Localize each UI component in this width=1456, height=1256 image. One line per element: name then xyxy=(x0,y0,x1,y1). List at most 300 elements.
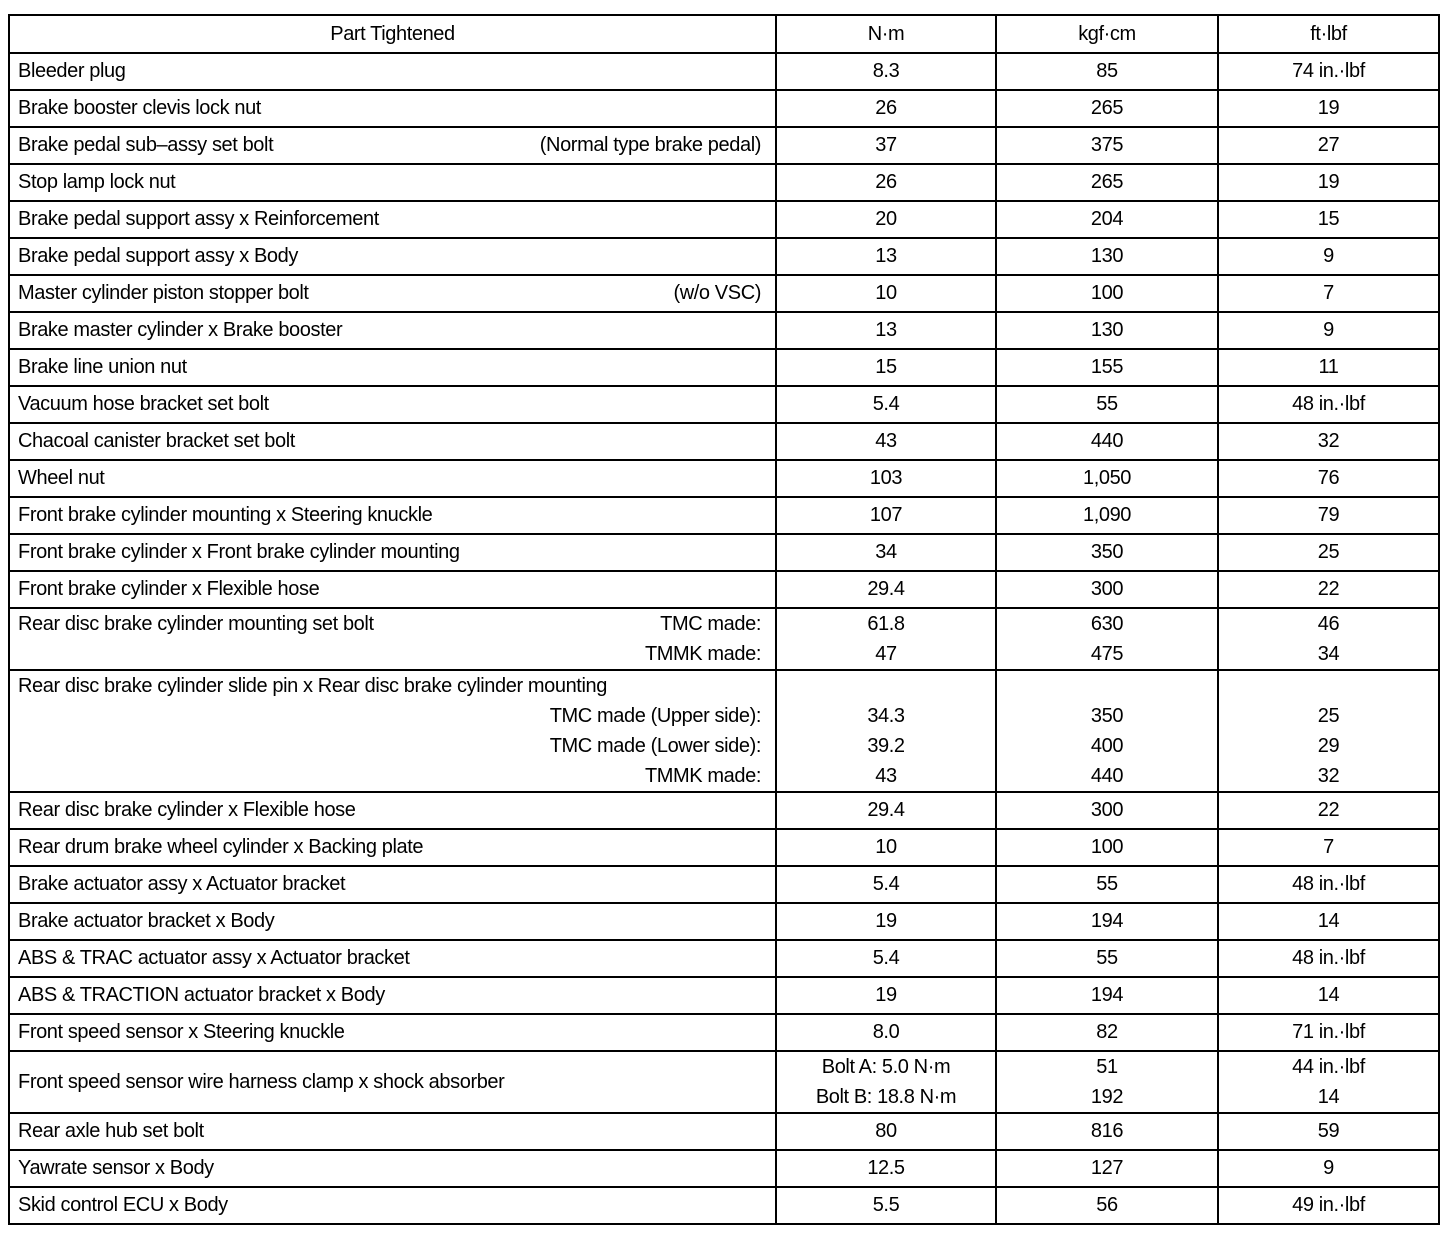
value: 22 xyxy=(1317,578,1340,600)
table-row xyxy=(9,497,1439,534)
ft-lbf-cell xyxy=(1218,164,1439,201)
ft-lbf-cell xyxy=(1218,1014,1439,1051)
part-cell xyxy=(9,238,776,275)
table-row xyxy=(9,164,1439,201)
value: 14 xyxy=(1317,1086,1340,1108)
nm-cell xyxy=(776,940,996,977)
part-lines xyxy=(18,424,761,459)
part-name: Rear disc brake cylinder slide pin x Rear disc brake cylinder mounting xyxy=(18,675,607,697)
kgf-cm-cell xyxy=(996,608,1218,670)
table-row xyxy=(9,866,1439,903)
kgf-cm-cell xyxy=(996,1051,1218,1113)
part-cell xyxy=(9,608,776,670)
condition-label: TMC made (Upper side): xyxy=(549,705,761,727)
value: 47 xyxy=(875,643,897,665)
value: 80 xyxy=(875,1120,897,1142)
part-lines xyxy=(18,313,761,348)
part-line xyxy=(18,793,761,828)
part-line xyxy=(18,904,761,939)
table-row xyxy=(9,238,1439,275)
condition-label: (Normal type brake pedal) xyxy=(539,134,761,156)
table-row xyxy=(9,1051,1439,1113)
value: 400 xyxy=(1090,735,1124,757)
nm-cell xyxy=(776,903,996,940)
part-lines xyxy=(18,1067,761,1097)
ft-lbf-cell xyxy=(1218,1187,1439,1224)
value: 44 in.·lbf xyxy=(1292,1056,1365,1078)
part-name: Brake line union nut xyxy=(18,356,187,378)
value: 48 in.·lbf xyxy=(1292,873,1365,895)
part-cell xyxy=(9,571,776,608)
table-row xyxy=(9,90,1439,127)
part-cell xyxy=(9,53,776,90)
part-line xyxy=(18,276,761,311)
ft-lbf-cell xyxy=(1218,497,1439,534)
part-cell xyxy=(9,497,776,534)
table-row xyxy=(9,460,1439,497)
ft-lbf-cell xyxy=(1218,1113,1439,1150)
nm-cell xyxy=(776,1150,996,1187)
part-line xyxy=(18,609,761,639)
table-row xyxy=(9,903,1439,940)
ft-lbf-cell xyxy=(1218,423,1439,460)
ft-lbf-cell xyxy=(1218,866,1439,903)
value: 19 xyxy=(1317,171,1340,193)
part-line xyxy=(18,424,761,459)
ft-lbf-cell xyxy=(1218,1051,1439,1113)
value: 71 in.·lbf xyxy=(1292,1021,1365,1043)
ft-lbf-cell xyxy=(1218,534,1439,571)
value: 440 xyxy=(1090,430,1124,452)
value: 82 xyxy=(1096,1021,1118,1043)
part-lines xyxy=(18,904,761,939)
part-name: Brake master cylinder x Brake booster xyxy=(18,319,343,341)
part-name: Yawrate sensor x Body xyxy=(18,1157,214,1179)
header-nm: N·m xyxy=(776,15,996,53)
kgf-cm-cell xyxy=(996,127,1218,164)
kgf-cm-cell xyxy=(996,90,1218,127)
value: 19 xyxy=(875,984,897,1006)
part-cell xyxy=(9,275,776,312)
ft-lbf-cell xyxy=(1218,792,1439,829)
nm-cell xyxy=(776,497,996,534)
part-line xyxy=(18,1067,761,1097)
part-line xyxy=(18,761,761,791)
kgf-cm-cell xyxy=(996,903,1218,940)
part-name: Brake actuator bracket x Body xyxy=(18,910,275,932)
part-cell xyxy=(9,460,776,497)
table-row xyxy=(9,1113,1439,1150)
table-row xyxy=(9,275,1439,312)
part-line xyxy=(18,202,761,237)
blank-line xyxy=(1219,671,1438,701)
value: 107 xyxy=(869,504,903,526)
table-row xyxy=(9,1150,1439,1187)
part-lines xyxy=(18,671,761,791)
part-cell xyxy=(9,349,776,386)
kgf-cm-cell xyxy=(996,1187,1218,1224)
table-row xyxy=(9,670,1439,792)
value: 155 xyxy=(1090,356,1124,378)
nm-cell xyxy=(776,127,996,164)
kgf-cm-cell xyxy=(996,201,1218,238)
part-cell xyxy=(9,534,776,571)
part-lines xyxy=(18,91,761,126)
value: 100 xyxy=(1090,282,1124,304)
value: Bolt B: 18.8 N·m xyxy=(815,1086,957,1108)
value: 15 xyxy=(1317,208,1340,230)
ft-lbf-cell xyxy=(1218,1150,1439,1187)
value: 79 xyxy=(1317,504,1340,526)
part-line xyxy=(18,731,761,761)
nm-cell xyxy=(776,238,996,275)
kgf-cm-cell xyxy=(996,977,1218,1014)
part-line xyxy=(18,1015,761,1050)
nm-cell xyxy=(776,670,996,792)
value: 19 xyxy=(875,910,897,932)
value: 265 xyxy=(1090,97,1124,119)
value: 7 xyxy=(1323,282,1334,304)
value: 14 xyxy=(1317,984,1340,1006)
part-line xyxy=(18,239,761,274)
kgf-cm-cell xyxy=(996,275,1218,312)
part-line xyxy=(18,1188,761,1223)
part-name: Skid control ECU x Body xyxy=(18,1194,228,1216)
value: 29.4 xyxy=(867,799,905,821)
part-name: Stop lamp lock nut xyxy=(18,171,176,193)
part-lines xyxy=(18,276,761,311)
value: 194 xyxy=(1090,984,1124,1006)
table-row xyxy=(9,349,1439,386)
part-cell xyxy=(9,1113,776,1150)
part-cell xyxy=(9,903,776,940)
part-name: Rear disc brake cylinder mounting set bolt xyxy=(18,613,374,635)
part-lines xyxy=(18,978,761,1013)
kgf-cm-cell xyxy=(996,534,1218,571)
value: 14 xyxy=(1317,910,1340,932)
nm-cell xyxy=(776,164,996,201)
value: 34 xyxy=(1317,643,1340,665)
value: 130 xyxy=(1090,245,1124,267)
value: 46 xyxy=(1317,613,1340,635)
value: 194 xyxy=(1090,910,1124,932)
value: 22 xyxy=(1317,799,1340,821)
nm-cell xyxy=(776,201,996,238)
part-cell xyxy=(9,977,776,1014)
part-name: Brake booster clevis lock nut xyxy=(18,97,261,119)
nm-cell xyxy=(776,829,996,866)
value: 74 in.·lbf xyxy=(1292,60,1365,82)
nm-cell xyxy=(776,1014,996,1051)
value: 56 xyxy=(1096,1194,1118,1216)
part-line xyxy=(18,128,761,163)
part-lines xyxy=(18,1015,761,1050)
value: 51 xyxy=(1096,1056,1118,1078)
value: 48 in.·lbf xyxy=(1292,947,1365,969)
part-line xyxy=(18,387,761,422)
value: 15 xyxy=(875,356,897,378)
value: 8.0 xyxy=(872,1021,900,1043)
part-name: Front brake cylinder x Front brake cylinder mounting xyxy=(18,541,460,563)
part-lines xyxy=(18,54,761,89)
part-lines xyxy=(18,165,761,200)
value: 32 xyxy=(1317,430,1340,452)
value: 816 xyxy=(1090,1120,1124,1142)
ft-lbf-cell xyxy=(1218,977,1439,1014)
value: 5.5 xyxy=(872,1194,900,1216)
value: 55 xyxy=(1096,947,1118,969)
kgf-cm-cell xyxy=(996,164,1218,201)
value: 43 xyxy=(875,430,897,452)
value: 34.3 xyxy=(867,705,905,727)
part-name: Chacoal canister bracket set bolt xyxy=(18,430,295,452)
value: 350 xyxy=(1090,705,1124,727)
ft-lbf-cell xyxy=(1218,349,1439,386)
ft-lbf-cell xyxy=(1218,903,1439,940)
part-cell xyxy=(9,423,776,460)
part-name: Front brake cylinder x Flexible hose xyxy=(18,578,320,600)
ft-lbf-cell xyxy=(1218,90,1439,127)
part-name: Brake pedal support assy x Body xyxy=(18,245,298,267)
value: 61.8 xyxy=(867,613,905,635)
part-line xyxy=(18,978,761,1013)
ft-lbf-cell xyxy=(1218,460,1439,497)
value: 25 xyxy=(1317,541,1340,563)
table-row xyxy=(9,534,1439,571)
kgf-cm-cell xyxy=(996,571,1218,608)
value: 59 xyxy=(1317,1120,1340,1142)
torque-spec-table xyxy=(8,14,1440,1225)
part-lines xyxy=(18,793,761,828)
kgf-cm-cell xyxy=(996,1113,1218,1150)
value: 8.3 xyxy=(872,60,900,82)
value: 39.2 xyxy=(867,735,905,757)
part-line xyxy=(18,313,761,348)
part-cell xyxy=(9,1150,776,1187)
value: 350 xyxy=(1090,541,1124,563)
value: 1,090 xyxy=(1082,504,1132,526)
nm-cell xyxy=(776,571,996,608)
table-row xyxy=(9,201,1439,238)
part-name: Rear axle hub set bolt xyxy=(18,1120,204,1142)
value: 204 xyxy=(1090,208,1124,230)
value: 29 xyxy=(1317,735,1340,757)
part-line xyxy=(18,701,761,731)
part-lines xyxy=(18,1188,761,1223)
value: 13 xyxy=(875,319,897,341)
nm-cell xyxy=(776,1187,996,1224)
part-lines xyxy=(18,461,761,496)
nm-cell xyxy=(776,792,996,829)
part-cell xyxy=(9,1187,776,1224)
nm-cell xyxy=(776,349,996,386)
part-line xyxy=(18,461,761,496)
condition-label: TMMK made: xyxy=(644,765,761,787)
value: 26 xyxy=(875,171,897,193)
part-cell xyxy=(9,164,776,201)
part-line xyxy=(18,867,761,902)
value: 130 xyxy=(1090,319,1124,341)
part-line xyxy=(18,1114,761,1149)
kgf-cm-cell xyxy=(996,497,1218,534)
nm-cell xyxy=(776,312,996,349)
table-row xyxy=(9,127,1439,164)
kgf-cm-cell xyxy=(996,238,1218,275)
table-row xyxy=(9,792,1439,829)
part-cell xyxy=(9,940,776,977)
ft-lbf-cell xyxy=(1218,940,1439,977)
value: 9 xyxy=(1323,319,1334,341)
value: 375 xyxy=(1090,134,1124,156)
table-row xyxy=(9,571,1439,608)
value: 27 xyxy=(1317,134,1340,156)
condition-label: TMC made: xyxy=(660,613,761,635)
part-lines xyxy=(18,941,761,976)
part-lines xyxy=(18,535,761,570)
value: Bolt A: 5.0 N·m xyxy=(821,1056,951,1078)
header-ft-lbf: ft·lbf xyxy=(1218,15,1439,53)
table-row xyxy=(9,1014,1439,1051)
value: 20 xyxy=(875,208,897,230)
part-lines xyxy=(18,387,761,422)
nm-cell xyxy=(776,423,996,460)
kgf-cm-cell xyxy=(996,386,1218,423)
part-name: Brake pedal support assy x Reinforcement xyxy=(18,208,379,230)
part-lines xyxy=(18,350,761,385)
value: 19 xyxy=(1317,97,1340,119)
part-line xyxy=(18,639,761,669)
kgf-cm-cell xyxy=(996,312,1218,349)
value: 440 xyxy=(1090,765,1124,787)
condition-label: TMC made (Lower side): xyxy=(549,735,761,757)
value: 13 xyxy=(875,245,897,267)
ft-lbf-cell xyxy=(1218,670,1439,792)
part-lines xyxy=(18,202,761,237)
kgf-cm-cell xyxy=(996,53,1218,90)
part-cell xyxy=(9,1014,776,1051)
value: 300 xyxy=(1090,799,1124,821)
table-row xyxy=(9,53,1439,90)
part-lines xyxy=(18,498,761,533)
kgf-cm-cell xyxy=(996,1150,1218,1187)
nm-cell xyxy=(776,534,996,571)
ft-lbf-cell xyxy=(1218,53,1439,90)
part-name: Brake pedal sub–assy set bolt xyxy=(18,134,274,156)
value: 1,050 xyxy=(1082,467,1132,489)
value: 34 xyxy=(875,541,897,563)
table-row xyxy=(9,608,1439,670)
part-name: Rear drum brake wheel cylinder x Backing plate xyxy=(18,836,424,858)
table-row xyxy=(9,940,1439,977)
header-row xyxy=(9,15,1439,53)
ft-lbf-cell xyxy=(1218,386,1439,423)
nm-cell xyxy=(776,977,996,1014)
value: 475 xyxy=(1090,643,1124,665)
value: 5.4 xyxy=(872,873,900,895)
header-kgf-cm: kgf·cm xyxy=(996,15,1218,53)
part-lines xyxy=(18,1151,761,1186)
value: 32 xyxy=(1317,765,1340,787)
value: 43 xyxy=(875,765,897,787)
part-line xyxy=(18,165,761,200)
part-cell xyxy=(9,829,776,866)
value: 55 xyxy=(1096,393,1118,415)
part-cell xyxy=(9,90,776,127)
value: 9 xyxy=(1323,245,1334,267)
part-lines xyxy=(18,867,761,902)
part-cell xyxy=(9,866,776,903)
value: 11 xyxy=(1318,356,1339,378)
value: 127 xyxy=(1090,1157,1124,1179)
nm-cell xyxy=(776,53,996,90)
value: 76 xyxy=(1317,467,1340,489)
ft-lbf-cell xyxy=(1218,312,1439,349)
kgf-cm-cell xyxy=(996,670,1218,792)
part-name: Front speed sensor wire harness clamp x shock absorber xyxy=(18,1071,505,1093)
part-lines xyxy=(18,572,761,607)
value: 48 in.·lbf xyxy=(1292,393,1365,415)
part-name: Front brake cylinder mounting x Steering knuckle xyxy=(18,504,433,526)
kgf-cm-cell xyxy=(996,866,1218,903)
blank-line xyxy=(777,671,995,701)
ft-lbf-cell xyxy=(1218,127,1439,164)
value: 192 xyxy=(1090,1086,1124,1108)
part-lines xyxy=(18,239,761,274)
ft-lbf-cell xyxy=(1218,275,1439,312)
value: 265 xyxy=(1090,171,1124,193)
value: 10 xyxy=(875,282,897,304)
value: 300 xyxy=(1090,578,1124,600)
part-name: Wheel nut xyxy=(18,467,105,489)
ft-lbf-cell xyxy=(1218,238,1439,275)
value: 630 xyxy=(1090,613,1124,635)
part-lines xyxy=(18,609,761,669)
table-row xyxy=(9,423,1439,460)
value: 9 xyxy=(1323,1157,1334,1179)
part-cell xyxy=(9,792,776,829)
table-row xyxy=(9,1187,1439,1224)
kgf-cm-cell xyxy=(996,460,1218,497)
part-line xyxy=(18,830,761,865)
part-lines xyxy=(18,830,761,865)
blank-line xyxy=(997,671,1217,701)
value: 5.4 xyxy=(872,947,900,969)
ft-lbf-cell xyxy=(1218,201,1439,238)
table-row xyxy=(9,977,1439,1014)
part-line xyxy=(18,54,761,89)
value: 55 xyxy=(1096,873,1118,895)
nm-cell xyxy=(776,1051,996,1113)
value: 49 in.·lbf xyxy=(1292,1194,1365,1216)
table-row xyxy=(9,386,1439,423)
part-name: Brake actuator assy x Actuator bracket xyxy=(18,873,346,895)
value: 25 xyxy=(1317,705,1340,727)
nm-cell xyxy=(776,1113,996,1150)
condition-label: TMMK made: xyxy=(644,643,761,665)
ft-lbf-cell xyxy=(1218,608,1439,670)
value: 85 xyxy=(1096,60,1118,82)
part-name: Bleeder plug xyxy=(18,60,126,82)
nm-cell xyxy=(776,866,996,903)
part-name: Rear disc brake cylinder x Flexible hose xyxy=(18,799,356,821)
part-lines xyxy=(18,128,761,163)
nm-cell xyxy=(776,460,996,497)
part-name: ABS & TRACTION actuator bracket x Body xyxy=(18,984,385,1006)
ft-lbf-cell xyxy=(1218,571,1439,608)
part-line xyxy=(18,1151,761,1186)
nm-cell xyxy=(776,386,996,423)
kgf-cm-cell xyxy=(996,423,1218,460)
